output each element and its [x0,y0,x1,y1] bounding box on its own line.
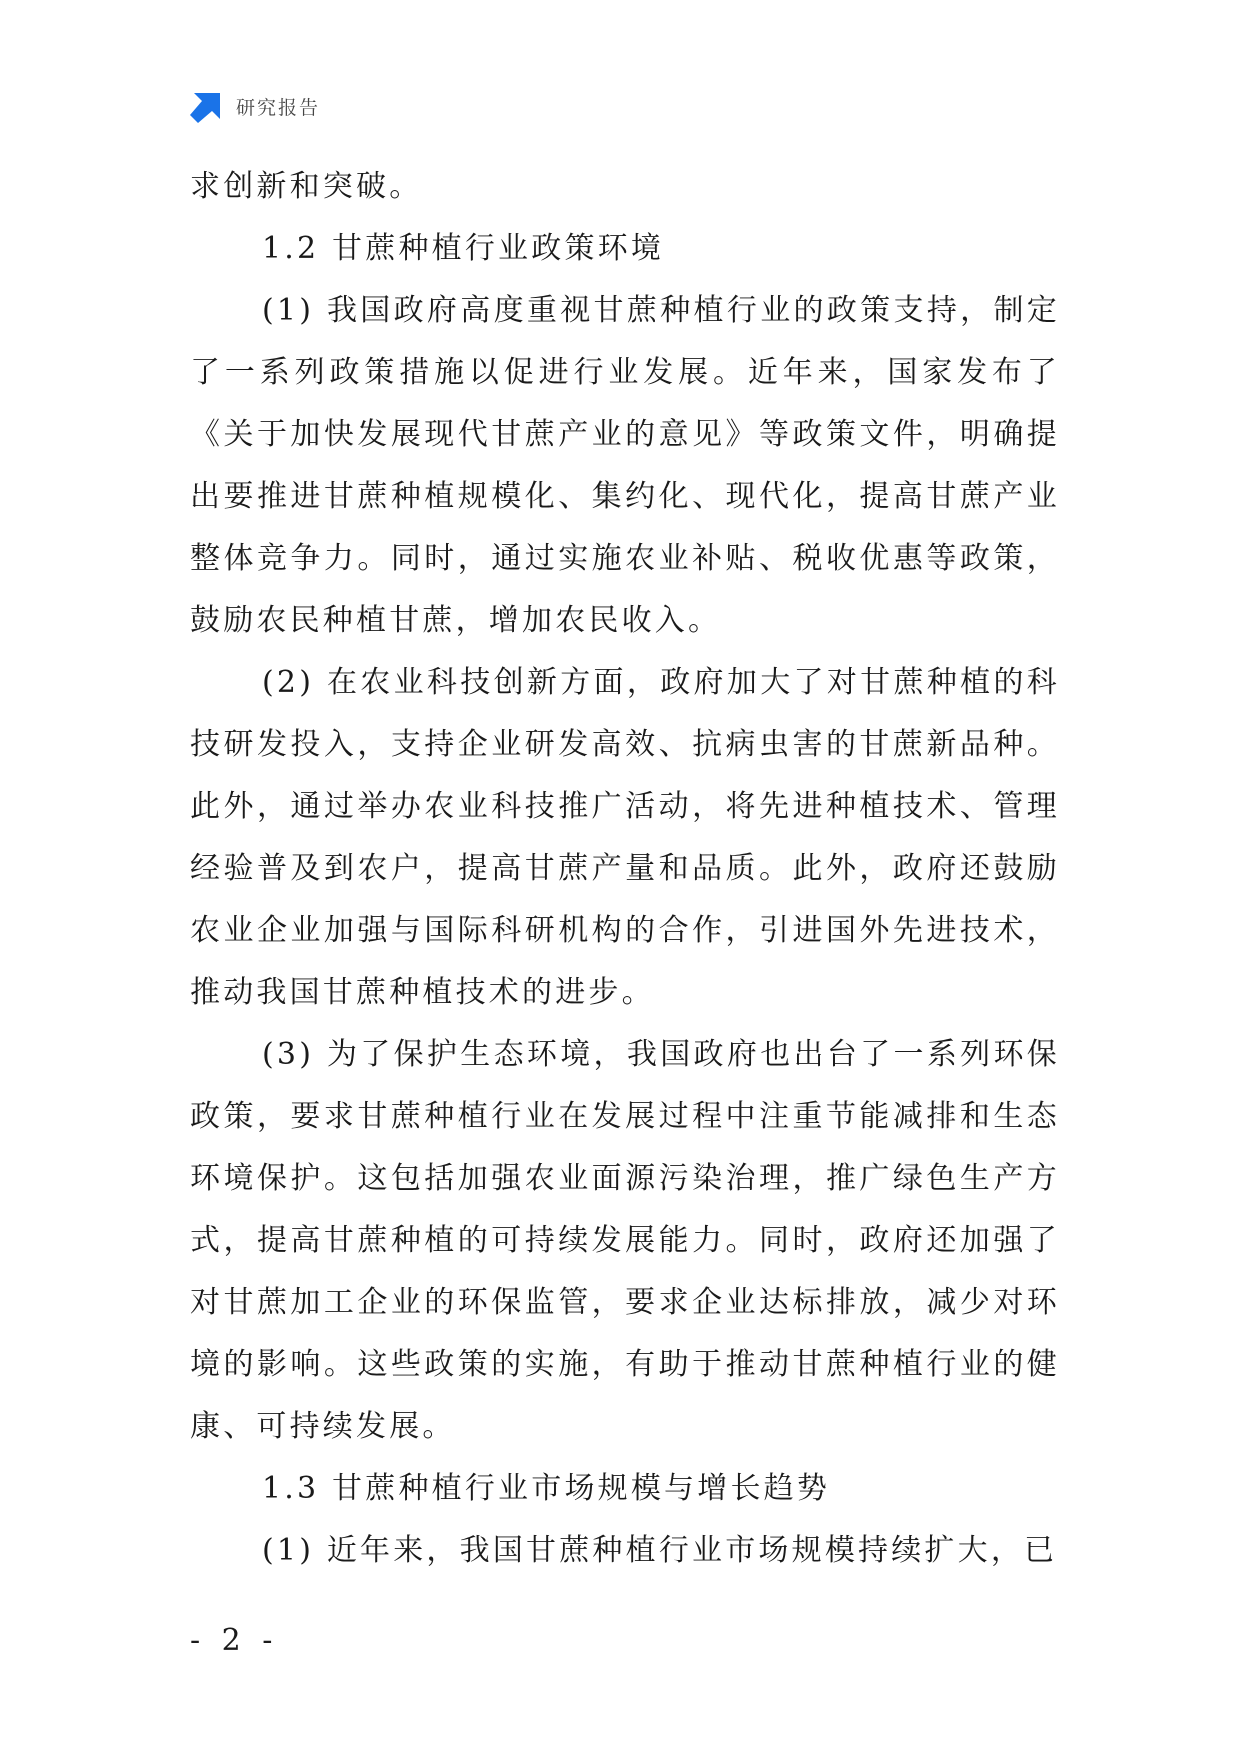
section-heading-1-3: 1.3 甘蔗种植行业市场规模与增长趋势 [262,1471,831,1506]
document-body [190,156,1060,1582]
paragraph-tech-innovation: (2) 在农业科技创新方面，政府加大了对甘蔗种植的科技研发投入，支持企业研发高效、抗病虫害的甘蔗新品种。此外，通过举办农业科技推广活动，将先进种植技术、管理经验普及到农户，提高甘蔗产量和品质。此外，政府还鼓励农业企业加强与国际科研机构的合作，引进国外先进技术，推动我国甘蔗种植技术的进步。 [190,665,1060,1010]
header-label: 研究报告 [236,96,321,119]
page-number: - 2 - [190,1623,279,1658]
paragraph-environment-policy: (3) 为了保护生态环境，我国政府也出台了一系列环保政策，要求甘蔗种植行业在发展过程中注重节能减排和生态环境保护。这包括加强农业面源污染治理，推广绿色生产方式，提高甘蔗种植的可持续发展能力。同时，政府还加强了对甘蔗加工企业的环保监管，要求企业达标排放，减少对环境的影响。这些政策的实施，有助于推动甘蔗种植行业的健康、可持续发展。 [190,1037,1060,1444]
section-heading-1-2: 1.2 甘蔗种植行业政策环境 [262,231,665,266]
paragraph-market-size: (1) 近年来，我国甘蔗种植行业市场规模持续扩大，已 [262,1533,1058,1568]
paragraph-policy-support: (1) 我国政府高度重视甘蔗种植行业的政策支持，制定了一系列政策措施以促进行业发展。近年来，国家发布了《关于加快发展现代甘蔗产业的意见》等政策文件，明确提出要推进甘蔗种植规模化、集约化、现代化，提高甘蔗产业整体竞争力。同时，通过实施农业补贴、税收优惠等政策，鼓励农民种植甘蔗，增加农民收入。 [190,293,1060,638]
report-logo-icon [190,89,224,123]
paragraph-continuation: 求创新和突破。 [190,169,423,204]
page-header [190,88,320,124]
